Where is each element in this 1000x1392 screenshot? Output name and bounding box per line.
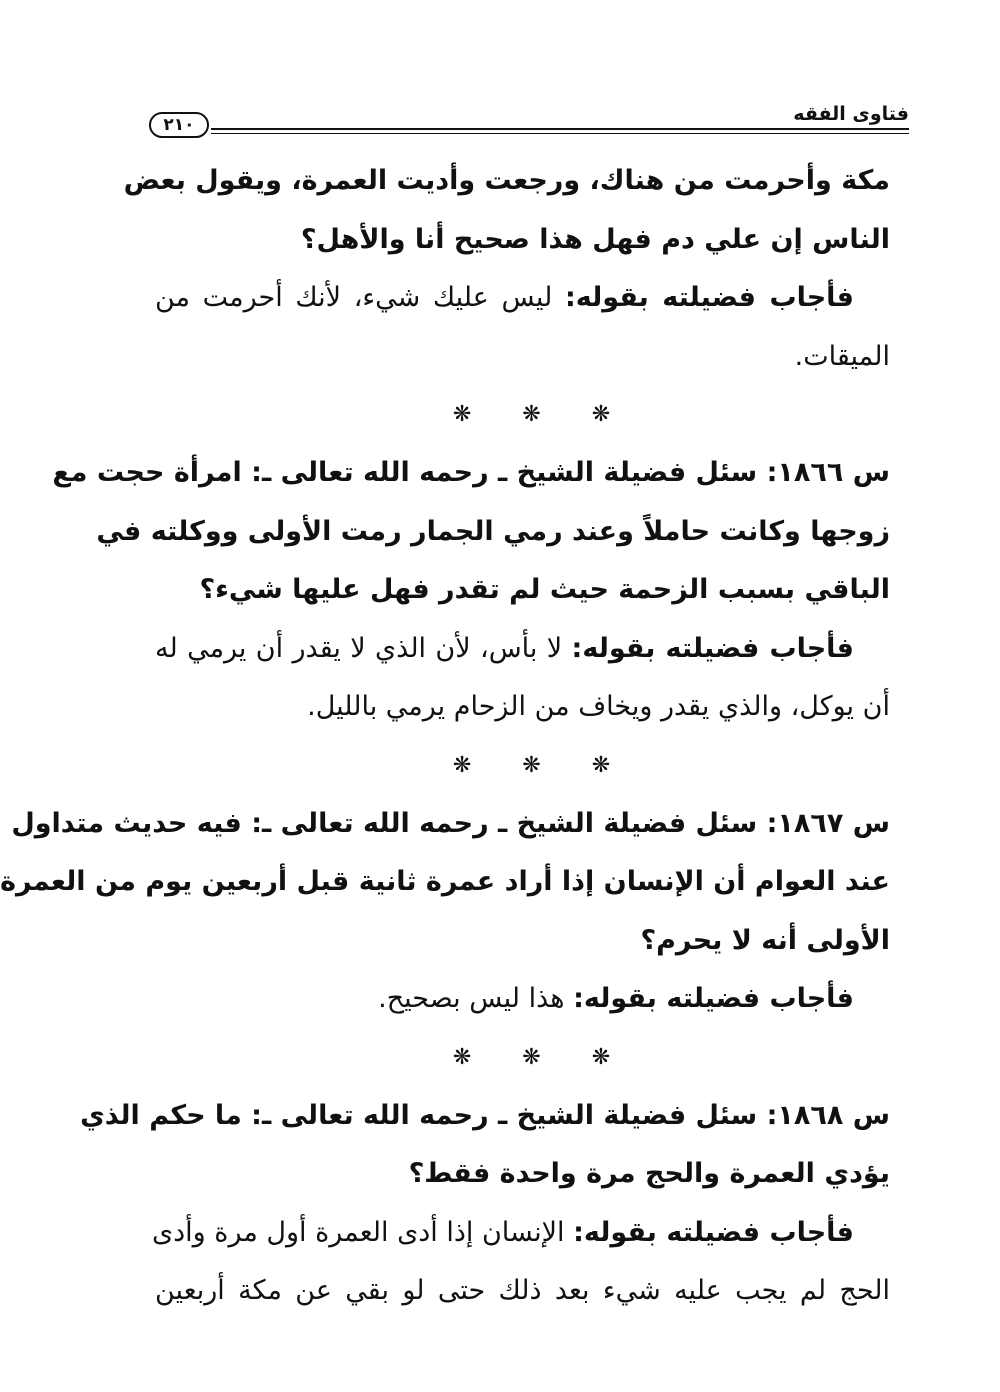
answer-line: [155, 970, 890, 1029]
question-line: س ١٨٦٧: سئل فضيلة الشيخ ـ رحمه الله تعالى ـ: فيه حديث متداول: [11, 807, 890, 839]
book-title: فتاوى الفقه: [793, 103, 909, 125]
question-text-line: الناس إن علي دم فهل هذا صحيح أنا والأهل؟: [300, 223, 890, 255]
answer-label: فأجاب فضيلته بقوله:: [573, 983, 854, 1014]
question-text-line: يؤدي العمرة والحج مرة واحدة فقط؟: [408, 1158, 890, 1189]
question-line: س ١٨٦٨: سئل فضيلة الشيخ ـ رحمه الله تعالى ـ: ما حكم الذي: [80, 1099, 890, 1131]
question-text-line: عند العوام أن الإنسان إذا أراد عمرة ثانية قبل أربعين يوم من العمرة: [0, 866, 890, 897]
answer-text-line: أن يوكل، والذي يقدر ويخاف من الزحام يرمي بالليل.: [307, 691, 890, 722]
answer-line: [155, 269, 890, 328]
answer-label: فأجاب فضيلته بقوله:: [573, 1216, 854, 1248]
page-body: [0, 152, 890, 1321]
answer-text-line: الحج لم يجب عليه شيء بعد ذلك حتى لو بقي عن مكة أربعين: [155, 1275, 890, 1306]
answer-text: الإنسان إذا أدى العمرة أول مرة وأدى: [152, 1216, 574, 1248]
question-text-line: الأولى أنه لا يحرم؟: [640, 924, 890, 956]
question-text-line: مكة وأحرمت من هناك، ورجعت وأديت العمرة، ويقول بعض: [123, 165, 890, 196]
answer-label: فأجاب فضيلته بقوله:: [571, 632, 854, 664]
header-rule: [211, 128, 909, 130]
question-line: س ١٨٦٦: سئل فضيلة الشيخ ـ رحمه الله تعالى ـ: امرأة حجت مع: [52, 457, 890, 488]
page-header: [149, 96, 909, 144]
section-separator: ❋ ❋ ❋: [452, 752, 633, 778]
page-number: ٢١٠: [149, 112, 209, 138]
section-separator: ❋ ❋ ❋: [452, 402, 633, 427]
question-text-line: زوجها وكانت حاملاً وعند رمي الجمار رمت الأولى ووكلته في: [96, 515, 890, 547]
answer-text: لا بأس، لأن الذي لا يقدر أن يرمي له: [155, 632, 572, 664]
answer-text: هذا ليس بصحيح.: [378, 983, 574, 1014]
section-separator: ❋ ❋ ❋: [452, 1044, 633, 1070]
answer-text: ليس عليك شيء، لأنك أحرمت من: [155, 282, 565, 313]
answer-line: [155, 620, 890, 679]
answer-text-line: الميقات.: [794, 340, 890, 372]
answer-line: [152, 1204, 890, 1263]
answer-label: فأجاب فضيلته بقوله:: [564, 282, 854, 313]
header-rule-thin: [211, 133, 909, 134]
question-text-line: الباقي بسبب الزحمة حيث لم تقدر فهل عليها شيء؟: [199, 574, 890, 605]
